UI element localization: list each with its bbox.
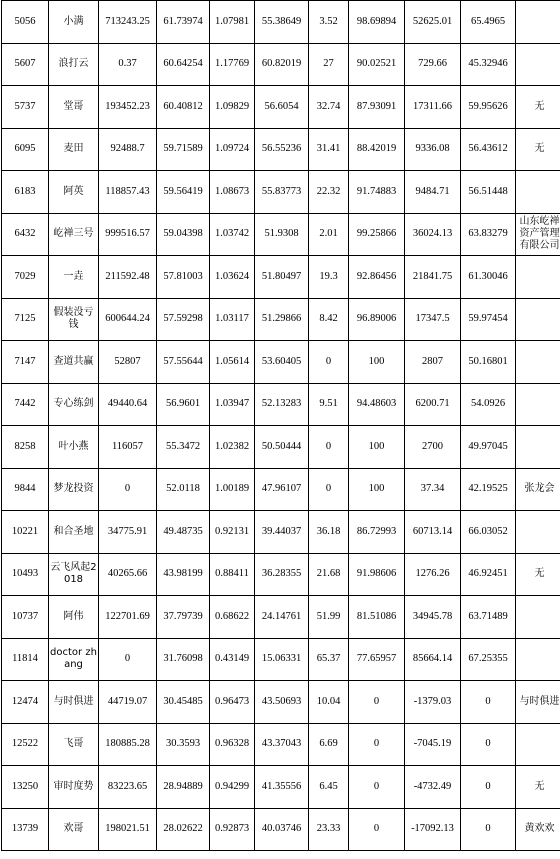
cell-note: 无 [516,553,560,596]
cell-value-1: 49440.64 [99,383,157,426]
cell-value-4: 24.14761 [255,596,309,639]
cell-id: 10221 [2,511,49,554]
cell-value-1: 44719.07 [99,681,157,724]
cell-value-6: 96.89006 [349,298,405,341]
table-row [2,596,560,639]
cell-id: 13250 [2,766,49,809]
cell-value-3: 0.96328 [210,723,255,766]
cell-value-4: 51.9308 [255,213,309,256]
cell-name: 云飞风起2018 [49,553,99,596]
cell-note [516,426,560,469]
cell-value-8: 49.97045 [461,426,516,469]
cell-value-4: 43.50693 [255,681,309,724]
cell-value-2: 57.81003 [157,256,210,299]
cell-name: 一垚 [49,256,99,299]
cell-note: 无 [516,766,560,809]
cell-value-7: 17347.5 [405,298,461,341]
cell-value-1: 0 [99,638,157,681]
cell-value-2: 59.04398 [157,213,210,256]
cell-name: 小满 [49,1,99,44]
cell-note [516,596,560,639]
cell-value-8: 50.16801 [461,341,516,384]
table-row [2,638,560,681]
cell-value-8: 65.4965 [461,1,516,44]
cell-value-2: 28.02622 [157,808,210,851]
cell-id: 12522 [2,723,49,766]
cell-value-8: 67.25355 [461,638,516,681]
cell-value-1: 713243.25 [99,1,157,44]
cell-value-2: 30.45485 [157,681,210,724]
cell-note [516,638,560,681]
cell-id: 6183 [2,171,49,214]
cell-value-2: 60.40812 [157,86,210,129]
cell-id: 7147 [2,341,49,384]
cell-value-5: 19.3 [309,256,349,299]
cell-value-3: 0.96473 [210,681,255,724]
cell-value-3: 1.03947 [210,383,255,426]
cell-value-7: 21841.75 [405,256,461,299]
cell-name: 查道共赢 [49,341,99,384]
cell-value-8: 63.83279 [461,213,516,256]
cell-value-1: 34775.91 [99,511,157,554]
cell-value-2: 49.48735 [157,511,210,554]
cell-value-5: 22.32 [309,171,349,214]
ranking-table [1,0,560,851]
cell-value-6: 88.42019 [349,128,405,171]
cell-name: 与时俱进 [49,681,99,724]
cell-value-8: 0 [461,766,516,809]
cell-value-7: 60713.14 [405,511,461,554]
cell-value-2: 57.59298 [157,298,210,341]
cell-value-6: 0 [349,723,405,766]
cell-value-3: 1.00189 [210,468,255,511]
cell-value-8: 0 [461,808,516,851]
cell-name: doctor zhang [49,638,99,681]
cell-value-7: 34945.78 [405,596,461,639]
cell-value-5: 6.69 [309,723,349,766]
cell-name: 阿伟 [49,596,99,639]
cell-value-1: 0 [99,468,157,511]
cell-value-8: 45.32946 [461,43,516,86]
cell-id: 9844 [2,468,49,511]
cell-value-7: 52625.01 [405,1,461,44]
cell-id: 11814 [2,638,49,681]
cell-value-3: 0.94299 [210,766,255,809]
cell-value-7: -7045.19 [405,723,461,766]
cell-note: 黄欢欢 [516,808,560,851]
cell-note [516,723,560,766]
cell-value-5: 65.37 [309,638,349,681]
cell-value-8: 66.03052 [461,511,516,554]
cell-value-2: 60.64254 [157,43,210,86]
cell-value-2: 59.56419 [157,171,210,214]
cell-value-7: -4732.49 [405,766,461,809]
cell-value-7: 729.66 [405,43,461,86]
table-body [2,1,560,851]
cell-value-7: 2807 [405,341,461,384]
cell-value-4: 60.82019 [255,43,309,86]
cell-value-2: 59.71589 [157,128,210,171]
cell-value-7: 36024.13 [405,213,461,256]
table-row [2,43,560,86]
cell-value-3: 1.03624 [210,256,255,299]
cell-value-7: 9484.71 [405,171,461,214]
cell-note [516,298,560,341]
cell-id: 10737 [2,596,49,639]
cell-name: 欢哥 [49,808,99,851]
cell-name: 叶小燕 [49,426,99,469]
cell-note: 山东屹禅资产管理有限公司 [516,213,560,256]
cell-value-3: 0.88411 [210,553,255,596]
cell-id: 6432 [2,213,49,256]
cell-value-3: 1.07981 [210,1,255,44]
cell-value-6: 0 [349,681,405,724]
cell-note [516,256,560,299]
cell-value-8: 0 [461,681,516,724]
cell-value-2: 43.98199 [157,553,210,596]
cell-value-6: 81.51086 [349,596,405,639]
cell-value-1: 92488.7 [99,128,157,171]
cell-value-6: 0 [349,808,405,851]
cell-value-1: 116057 [99,426,157,469]
cell-value-2: 52.0118 [157,468,210,511]
cell-value-1: 0.37 [99,43,157,86]
cell-value-4: 53.60405 [255,341,309,384]
cell-value-5: 8.42 [309,298,349,341]
cell-value-2: 28.94889 [157,766,210,809]
cell-value-1: 83223.65 [99,766,157,809]
cell-name: 屹禅三号 [49,213,99,256]
cell-value-4: 40.03746 [255,808,309,851]
cell-value-4: 50.50444 [255,426,309,469]
cell-name: 飞哥 [49,723,99,766]
cell-value-3: 0.92873 [210,808,255,851]
cell-value-7: 1276.26 [405,553,461,596]
cell-id: 12474 [2,681,49,724]
cell-value-6: 87.93091 [349,86,405,129]
cell-value-8: 0 [461,723,516,766]
cell-value-1: 198021.51 [99,808,157,851]
cell-value-7: -1379.03 [405,681,461,724]
cell-value-6: 99.25866 [349,213,405,256]
table-row [2,766,560,809]
table-row [2,553,560,596]
cell-value-3: 1.03742 [210,213,255,256]
cell-value-3: 1.03117 [210,298,255,341]
cell-note [516,171,560,214]
cell-name: 梦龙投资 [49,468,99,511]
cell-value-7: 85664.14 [405,638,461,681]
cell-value-7: -17092.13 [405,808,461,851]
cell-value-6: 100 [349,341,405,384]
cell-value-1: 118857.43 [99,171,157,214]
cell-name: 审时度势 [49,766,99,809]
cell-value-2: 55.3472 [157,426,210,469]
cell-value-1: 193452.23 [99,86,157,129]
cell-value-2: 31.76098 [157,638,210,681]
cell-id: 10493 [2,553,49,596]
cell-value-4: 47.96107 [255,468,309,511]
cell-value-3: 1.08673 [210,171,255,214]
table-row [2,213,560,256]
cell-value-8: 59.95626 [461,86,516,129]
cell-value-5: 32.74 [309,86,349,129]
table-row [2,511,560,554]
cell-value-8: 63.71489 [461,596,516,639]
cell-note [516,511,560,554]
cell-id: 5056 [2,1,49,44]
cell-value-7: 17311.66 [405,86,461,129]
cell-value-4: 56.6054 [255,86,309,129]
cell-value-4: 56.55236 [255,128,309,171]
cell-id: 7442 [2,383,49,426]
cell-value-8: 56.43612 [461,128,516,171]
cell-value-2: 57.55644 [157,341,210,384]
cell-value-6: 91.74883 [349,171,405,214]
cell-id: 7029 [2,256,49,299]
cell-value-5: 21.68 [309,553,349,596]
cell-value-5: 0 [309,426,349,469]
cell-value-6: 100 [349,426,405,469]
cell-value-5: 36.18 [309,511,349,554]
cell-value-6: 98.69894 [349,1,405,44]
cell-value-8: 56.51448 [461,171,516,214]
cell-value-4: 55.83773 [255,171,309,214]
cell-value-3: 1.09724 [210,128,255,171]
cell-value-2: 61.73974 [157,1,210,44]
cell-value-4: 51.29866 [255,298,309,341]
cell-value-4: 15.06331 [255,638,309,681]
cell-value-7: 9336.08 [405,128,461,171]
cell-name: 浪打云 [49,43,99,86]
cell-name: 和合圣地 [49,511,99,554]
cell-id: 6095 [2,128,49,171]
table-row [2,1,560,44]
cell-value-1: 999516.57 [99,213,157,256]
cell-value-8: 42.19525 [461,468,516,511]
cell-id: 13739 [2,808,49,851]
cell-value-4: 55.38649 [255,1,309,44]
table-row [2,723,560,766]
cell-name: 阿英 [49,171,99,214]
cell-value-5: 51.99 [309,596,349,639]
cell-value-1: 211592.48 [99,256,157,299]
cell-note: 张龙会 [516,468,560,511]
cell-value-6: 0 [349,766,405,809]
cell-value-6: 92.86456 [349,256,405,299]
cell-value-4: 52.13283 [255,383,309,426]
table-row [2,298,560,341]
table-row [2,341,560,384]
cell-name: 堂哥 [49,86,99,129]
table-row [2,808,560,851]
cell-value-5: 23.33 [309,808,349,851]
cell-value-5: 3.52 [309,1,349,44]
cell-value-5: 9.51 [309,383,349,426]
cell-name: 麦田 [49,128,99,171]
cell-value-5: 10.04 [309,681,349,724]
cell-value-5: 2.01 [309,213,349,256]
cell-value-8: 54.0926 [461,383,516,426]
cell-value-4: 39.44037 [255,511,309,554]
cell-value-3: 1.09829 [210,86,255,129]
cell-value-8: 59.97454 [461,298,516,341]
cell-value-3: 0.68622 [210,596,255,639]
cell-value-7: 2700 [405,426,461,469]
cell-value-4: 51.80497 [255,256,309,299]
cell-value-5: 6.45 [309,766,349,809]
cell-value-1: 40265.66 [99,553,157,596]
cell-value-3: 1.05614 [210,341,255,384]
table-row [2,171,560,214]
cell-value-1: 122701.69 [99,596,157,639]
cell-id: 8258 [2,426,49,469]
cell-value-4: 43.37043 [255,723,309,766]
cell-value-1: 52807 [99,341,157,384]
cell-value-3: 0.43149 [210,638,255,681]
cell-value-6: 94.48603 [349,383,405,426]
cell-note [516,43,560,86]
table-row [2,383,560,426]
cell-value-2: 37.79739 [157,596,210,639]
cell-value-1: 600644.24 [99,298,157,341]
cell-value-5: 31.41 [309,128,349,171]
cell-id: 5607 [2,43,49,86]
cell-value-5: 0 [309,468,349,511]
cell-value-4: 41.35556 [255,766,309,809]
cell-note: 无 [516,86,560,129]
cell-id: 5737 [2,86,49,129]
cell-note [516,1,560,44]
cell-value-3: 1.17769 [210,43,255,86]
table-row [2,426,560,469]
cell-value-5: 0 [309,341,349,384]
cell-value-6: 100 [349,468,405,511]
table-row [2,128,560,171]
cell-value-5: 27 [309,43,349,86]
cell-value-2: 56.9601 [157,383,210,426]
table-row [2,256,560,299]
table-row [2,86,560,129]
cell-note [516,383,560,426]
cell-value-7: 37.34 [405,468,461,511]
cell-value-3: 0.92131 [210,511,255,554]
cell-value-8: 61.30046 [461,256,516,299]
cell-note: 无 [516,128,560,171]
cell-value-7: 6200.71 [405,383,461,426]
table-row [2,681,560,724]
cell-value-6: 77.65957 [349,638,405,681]
cell-value-3: 1.02382 [210,426,255,469]
cell-value-8: 46.92451 [461,553,516,596]
cell-id: 7125 [2,298,49,341]
cell-note: 与时俱进 [516,681,560,724]
cell-value-6: 91.98606 [349,553,405,596]
table-row [2,468,560,511]
cell-value-1: 180885.28 [99,723,157,766]
cell-value-4: 36.28355 [255,553,309,596]
cell-value-2: 30.3593 [157,723,210,766]
cell-note [516,341,560,384]
cell-name: 假装没亏钱 [49,298,99,341]
cell-value-6: 86.72993 [349,511,405,554]
cell-name: 专心练剑 [49,383,99,426]
cell-value-6: 90.02521 [349,43,405,86]
